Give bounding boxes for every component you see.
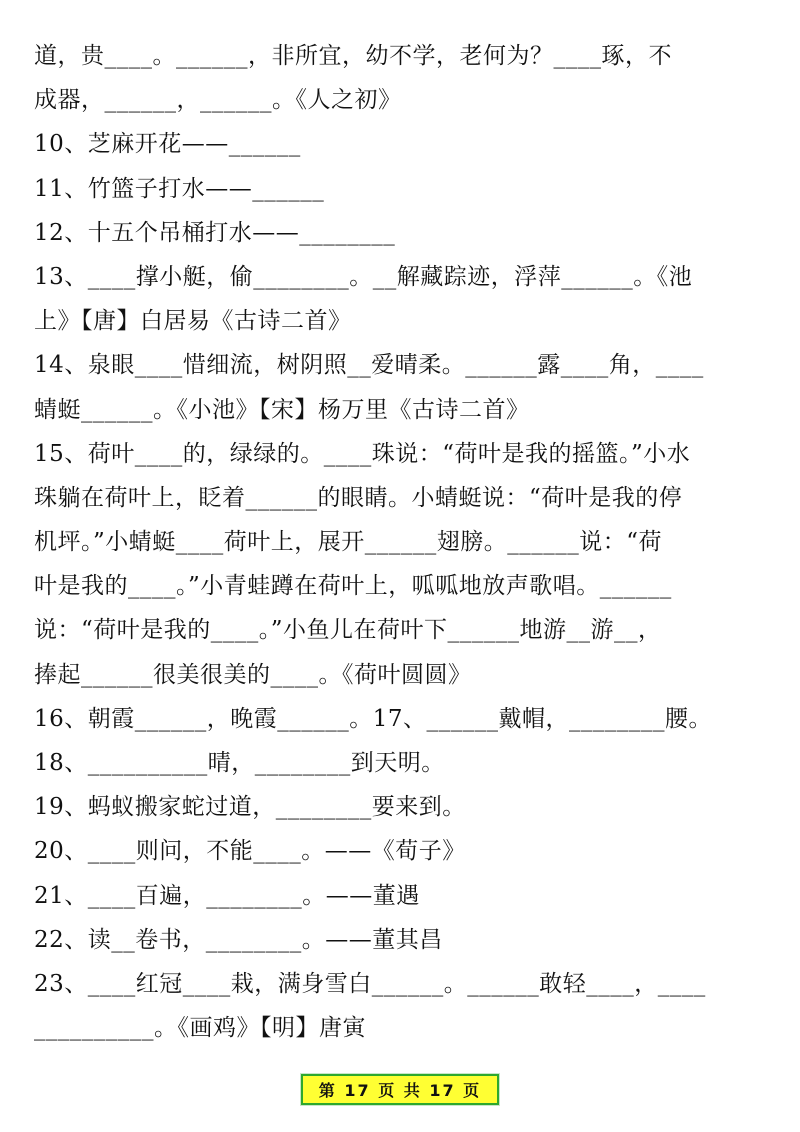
text-line: 10、芝麻开花——______ [34, 131, 301, 158]
page-number-badge: 第 17 页 共 17 页 [301, 1074, 499, 1105]
text-line: 14、泉眼____惜细流，树阴照__爱晴柔。______露____角，____ [34, 352, 704, 379]
text-line: 成器，______，______。《人之初》 [34, 87, 402, 114]
text-line: 22、读__卷书，________。——董其昌 [34, 926, 443, 953]
text-line: 11、竹篮子打水——______ [34, 175, 325, 202]
text-line: 上》【唐】白居易《古诗二首》 [34, 308, 352, 335]
text-line: __________。《画鸡》【明】唐寅 [34, 1015, 366, 1042]
text-line: 蜻蜓______。《小池》【宋】杨万里《古诗二首》 [34, 396, 530, 423]
text-line: 叶是我的____。”小青蛙蹲在荷叶上，呱呱地放声歌唱。______ [34, 573, 672, 600]
page-footer [0, 1074, 800, 1105]
text-line: 18、__________晴，________到天明。 [34, 750, 445, 776]
text-line: 23、____红冠____栽，满身雪白______。______敢轻____，____ [34, 970, 706, 997]
text-line: 21、____百遍，________。——董遇 [34, 882, 420, 909]
text-line: 珠躺在荷叶上，眨着______的眼睛。小蜻蜓说：“荷叶是我的停 [34, 484, 683, 511]
document-body [34, 34, 770, 1050]
text-line: 说：“荷叶是我的____。”小鱼儿在荷叶下______地游__游__， [34, 617, 662, 644]
text-line: 20、____则问，不能____。——《荀子》 [34, 838, 466, 865]
text-line: 捧起______很美很美的____。《荷叶圆圆》 [34, 661, 472, 688]
text-line: 机坪。”小蜻蜓____荷叶上，展开______翅膀。______说：“荷 [34, 529, 663, 556]
text-line: 12、十五个吊桶打水——________ [34, 219, 396, 246]
text-line: 16、朝霞______，晚霞______。17、______戴帽，________腰。 [34, 705, 713, 732]
text-line: 道，贵____。______，非所宜，幼不学，老何为？____琢，不 [34, 43, 672, 69]
text-line: 15、荷叶____的，绿绿的。____珠说：“荷叶是我的摇篮。”小水 [34, 440, 691, 467]
text-line: 19、蚂蚁搬家蛇过道，________要来到。 [34, 794, 466, 821]
text-line: 13、____撑小艇，偷________。__解藏踪迹，浮萍______。《池 [34, 263, 693, 290]
